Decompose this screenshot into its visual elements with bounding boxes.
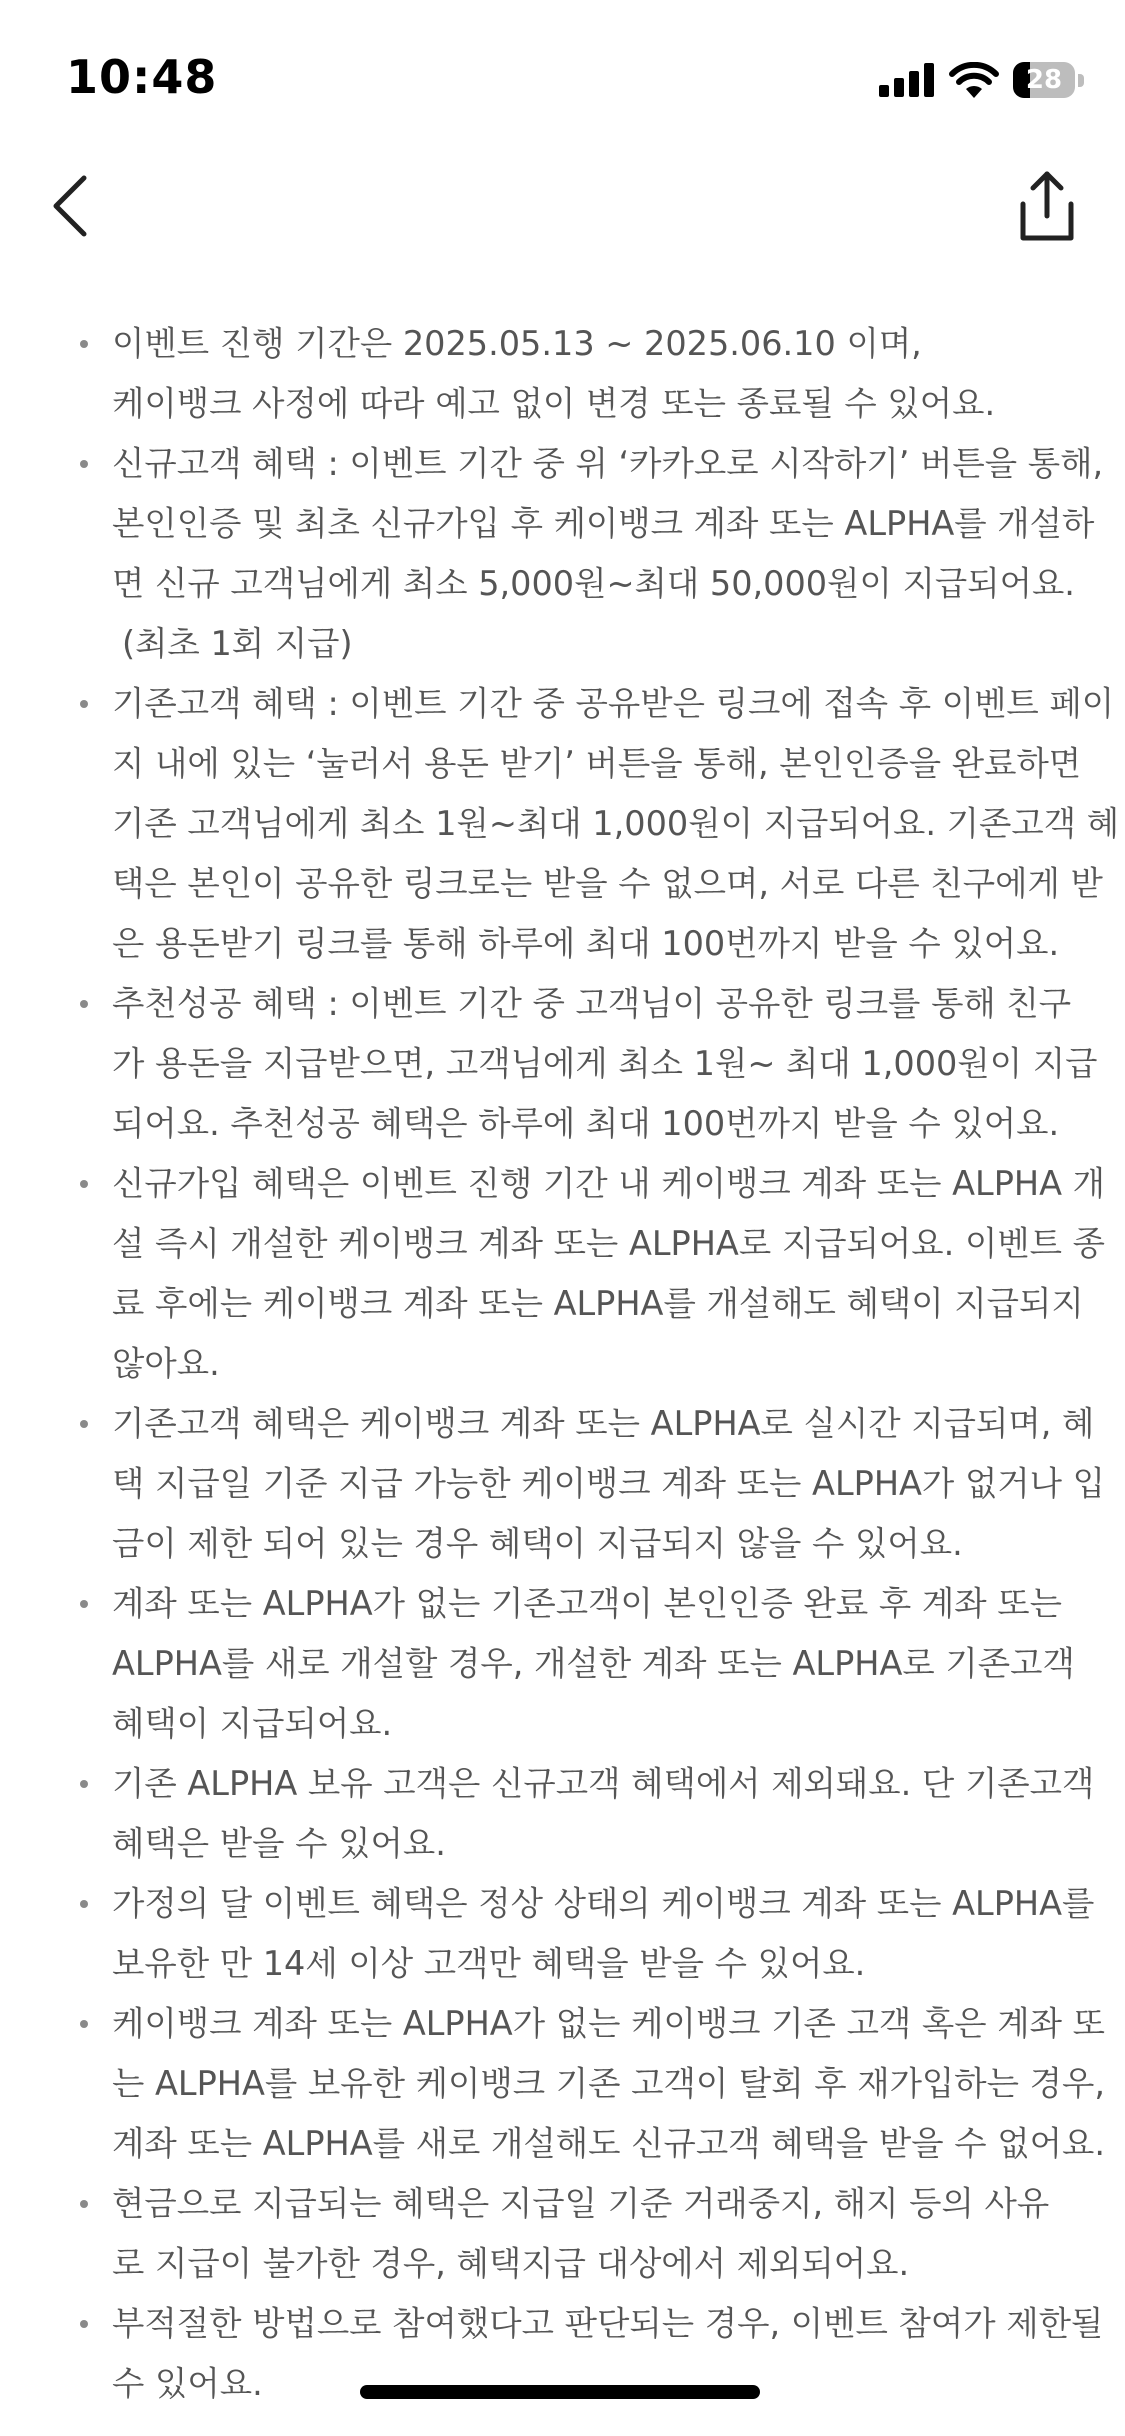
- notice-line: 혜택은 받을 수 있어요.: [112, 1824, 446, 1863]
- notice-line: 금이 제한 되어 있는 경우 혜택이 지급되지 않을 수 있어요.: [112, 1524, 963, 1563]
- bullet-icon: [80, 460, 88, 468]
- notice-line: 계좌 또는 ALPHA가 없는 기존고객이 본인인증 완료 후 계좌 또는: [112, 1584, 1063, 1623]
- notice-line: 이벤트 진행 기간은 2025.05.13 ~ 2025.06.10 이며,: [112, 324, 922, 363]
- home-indicator[interactable]: [360, 2385, 760, 2399]
- back-button[interactable]: [40, 168, 110, 244]
- notice-line: ALPHA를 새로 개설할 경우, 개설한 계좌 또는 ALPHA로 기존고객: [112, 1644, 1075, 1683]
- notice-line: 않아요.: [112, 1344, 220, 1383]
- notice-line: 는 ALPHA를 보유한 케이뱅크 기존 고객이 탈회 후 재가입하는 경우,: [112, 2064, 1106, 2103]
- bullet-icon: [80, 1780, 88, 1788]
- notice-line: 되어요. 추천성공 혜택은 하루에 최대 100번까지 받을 수 있어요.: [112, 1104, 1060, 1143]
- event-notice-list: [0, 314, 1125, 2414]
- notice-line: 기존 ALPHA 보유 고객은 신규고객 혜택에서 제외돼요. 단 기존고객: [112, 1764, 1095, 1803]
- notice-item: [0, 1874, 1125, 1994]
- status-time: 10:48: [66, 50, 218, 104]
- status-icons: [879, 58, 1085, 102]
- notice-item: [0, 674, 1125, 974]
- navigation-bar: [0, 150, 1125, 260]
- notice-line: 기존고객 혜택 : 이벤트 기간 중 공유받은 링크에 접속 후 이벤트 페이: [112, 684, 1115, 723]
- notice-line: 신규가입 혜택은 이벤트 진행 기간 내 케이뱅크 계좌 또는 ALPHA 개: [112, 1164, 1106, 1203]
- notice-line: 혜택이 지급되어요.: [112, 1704, 393, 1743]
- notice-item: [0, 974, 1125, 1154]
- notice-line: 케이뱅크 사정에 따라 예고 없이 변경 또는 종료될 수 있어요.: [112, 384, 996, 423]
- bullet-icon: [80, 1420, 88, 1428]
- notice-line: 면 신규 고객님에게 최소 5,000원~최대 50,000원이 지급되어요.: [112, 564, 1075, 603]
- notice-item: [0, 1154, 1125, 1394]
- share-icon: [1009, 166, 1085, 246]
- notice-line: 택은 본인이 공유한 링크로는 받을 수 없으며, 서로 다른 친구에게 받: [112, 864, 1103, 903]
- notice-line: 택 지급일 기준 지급 가능한 케이뱅크 계좌 또는 ALPHA가 없거나 입: [112, 1464, 1106, 1503]
- notice-line: (최초 1회 지급): [122, 624, 353, 663]
- bullet-icon: [80, 2020, 88, 2028]
- notice-line: 기존고객 혜택은 케이뱅크 계좌 또는 ALPHA로 실시간 지급되며, 혜: [112, 1404, 1095, 1443]
- bullet-icon: [80, 2320, 88, 2328]
- notice-item: [0, 434, 1125, 674]
- notice-line: 가 용돈을 지급받으면, 고객님에게 최소 1원~ 최대 1,000원이 지급: [112, 1044, 1098, 1083]
- bullet-icon: [80, 340, 88, 348]
- share-button[interactable]: [1009, 166, 1085, 246]
- notice-line: 계좌 또는 ALPHA를 새로 개설해도 신규고객 혜택을 받을 수 없어요.: [112, 2124, 1106, 2163]
- notice-line: 신규고객 혜택 : 이벤트 기간 중 위 ‘카카오로 시작하기’ 버튼을 통해,: [112, 444, 1104, 483]
- chevron-left-icon: [40, 168, 110, 244]
- notice-line: 현금으로 지급되는 혜택은 지급일 기준 거래중지, 해지 등의 사유: [112, 2184, 1050, 2223]
- notice-line: 로 지급이 불가한 경우, 혜택지급 대상에서 제외되어요.: [112, 2244, 910, 2283]
- notice-line: 지 내에 있는 ‘눌러서 용돈 받기’ 버튼을 통해, 본인인증을 완료하면: [112, 744, 1082, 783]
- bullet-icon: [80, 700, 88, 708]
- notice-line: 본인인증 및 최초 신규가입 후 케이뱅크 계좌 또는 ALPHA를 개설하: [112, 504, 1095, 543]
- notice-line: 설 즉시 개설한 케이뱅크 계좌 또는 ALPHA로 지급되어요. 이벤트 종: [112, 1224, 1106, 1263]
- status-bar: [0, 0, 1125, 140]
- bullet-icon: [80, 1900, 88, 1908]
- notice-item: [0, 1394, 1125, 1574]
- notice-line: 기존 고객님에게 최소 1원~최대 1,000원이 지급되어요. 기존고객 혜: [112, 804, 1120, 843]
- notice-item: [0, 1994, 1125, 2174]
- notice-line: 가정의 달 이벤트 혜택은 정상 상태의 케이뱅크 계좌 또는 ALPHA를: [112, 1884, 1095, 1923]
- bullet-icon: [80, 1000, 88, 1008]
- wifi-icon: [949, 62, 999, 98]
- bullet-icon: [80, 2200, 88, 2208]
- bullet-icon: [80, 1600, 88, 1608]
- battery-icon: [1013, 62, 1085, 98]
- notice-line: 은 용돈받기 링크를 통해 하루에 최대 100번까지 받을 수 있어요.: [112, 924, 1060, 963]
- notice-line: 추천성공 혜택 : 이벤트 기간 중 고객님이 공유한 링크를 통해 친구: [112, 984, 1072, 1023]
- notice-line: 보유한 만 14세 이상 고객만 혜택을 받을 수 있어요.: [112, 1944, 866, 1983]
- notice-line: 케이뱅크 계좌 또는 ALPHA가 없는 케이뱅크 기존 고객 혹은 계좌 또: [112, 2004, 1106, 2043]
- notice-line: 수 있어요.: [112, 2364, 263, 2403]
- bullet-icon: [80, 1180, 88, 1188]
- notice-item: [0, 1754, 1125, 1874]
- notice-item: [0, 2174, 1125, 2294]
- notice-item: [0, 1574, 1125, 1754]
- cellular-signal-icon: [879, 63, 935, 97]
- notice-line: 료 후에는 케이뱅크 계좌 또는 ALPHA를 개설해도 혜택이 지급되지: [112, 1284, 1084, 1323]
- notice-item: [0, 314, 1125, 434]
- notice-line: 부적절한 방법으로 참여했다고 판단되는 경우, 이벤트 참여가 제한될: [112, 2304, 1104, 2343]
- battery-level: 28: [1025, 65, 1063, 95]
